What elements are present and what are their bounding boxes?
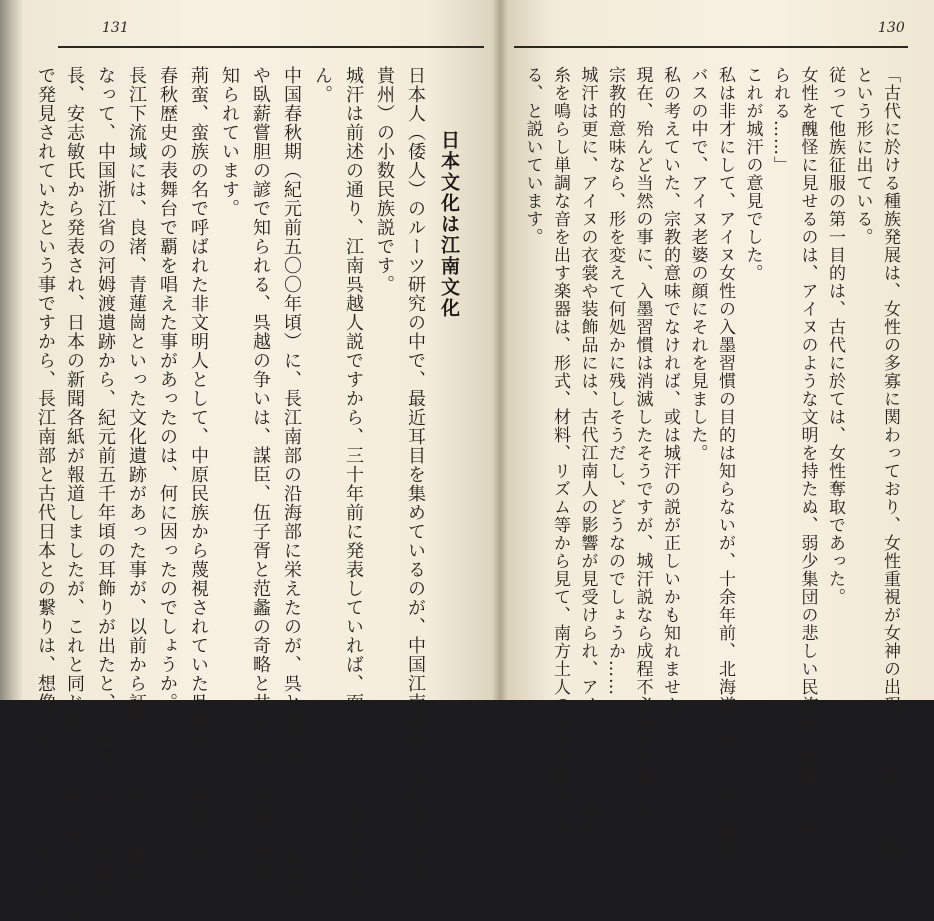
left-page-number: 131 <box>102 20 129 36</box>
left-line-1: 日本人（倭人）のルーツ研究の中で、最近耳目を集めているのが、中国江南説や、南西部（雲南、 <box>405 66 426 902</box>
right-line-8: バスの中で、アイヌ老婆の顔にそれを見ました。 <box>687 66 708 462</box>
right-line-13: 糸を鳴らし単調な音を出す楽器は、形式、材料、リズム等から見て、南方土人の楽器と酷似してい <box>550 66 570 858</box>
right-line-11: 宗教的意味なら、形を変えて何処かに残しそうだし、どうなのでしょうか…… <box>605 66 625 696</box>
left-line-10: 長江下流域には、良渚、青蓮崗といった文化遺跡があった事が、以前から証明されており、最近に <box>126 66 147 902</box>
right-line-4: 女性を醜怪に見せるのは、アイヌのような文明を持たぬ、弱少集団の悲しい民族保存措置だと考え <box>797 66 818 858</box>
right-line-5: られる……」 <box>770 66 790 174</box>
right-line-1: 「古代に於ける種族発展は、女性の多寡に関わっており、女性重視が女神の出現や、女権力者の統治 <box>880 66 900 876</box>
right-line-9: 私の考えていた、宗教的意味でなければ、或は城汗の説が正しいかも知れません。 <box>660 66 680 732</box>
book-gutter <box>492 0 508 700</box>
left-line-8: 荊蛮、蛮族の名で呼ばれた非文明人として、中原民族から蔑視されていた呉越が、一時的にせよ、 <box>188 66 209 902</box>
left-line-4: ん。 <box>312 66 333 104</box>
right-line-12: 城汗は更に、アイヌの衣裳や装飾品には、古代江南人の影響が見受けられ、アイヌの、口に咥えて <box>577 66 598 858</box>
left-line-7: 知られています。 <box>219 66 240 218</box>
left-line-5: 中国春秋期（紀元前五〇〇年頃）に、長江南部の沿海部に栄えたのが、呉と越の国です。呉越同舟 <box>281 66 302 902</box>
section-heading: 日本文化は江南文化 <box>438 130 460 319</box>
left-line-11: なって、中国浙江省の河姆渡遺跡から、紀元前五千年頃の耳飾りが出たと、中国考古学研究所副所 <box>95 66 116 902</box>
right-line-2: という形に出ている。 <box>852 66 873 246</box>
left-line-9: 春秋歴史の表舞台で覇を唱えた事があったのは、何に因ったのでしょうか。 <box>157 66 178 712</box>
right-line-14: る、と説いています。 <box>522 66 543 246</box>
left-line-13: で発見されていたという事ですから、長江南部と古代日本との繋りは、想像以上に古いと思われま <box>35 66 56 902</box>
left-header-rule <box>58 46 484 48</box>
left-line-2: 貴州）の小数民族説です。 <box>374 66 395 294</box>
left-line-3: 城汗は前述の通り、江南呉越人説ですから、三十年前に発表していれば、面白かったかも知れませ <box>343 66 364 902</box>
right-page-number: 130 <box>878 20 905 36</box>
right-line-7: 私は非才にして、アイヌ女性の入墨習慣の目的は知らないが、十余年前、北海道を旅した時、偶然 <box>715 66 735 858</box>
left-line-6: や臥薪嘗胆の諺で知られる、呉越の争いは、謀臣、伍子胥と范蠡の奇略と共に、世上名高い物語りで <box>250 66 271 921</box>
right-line-3: 従って他族征服の第一目的は、古代に於ては、女性奪取であった。 <box>825 66 845 606</box>
right-header-rule <box>514 46 908 48</box>
right-line-6: これが城汗の意見でした。 <box>742 66 763 282</box>
right-line-10: 現在、殆んど当然の事に、入墨習慣は消滅したそうですが、城汗説なら成程不必要な習慣であり、 <box>632 66 653 858</box>
left-line-12: 長、安志敏氏から発表され、日本の新聞各紙が報道しましたが、これと同じ物が、以前に東北や関東 <box>64 66 85 921</box>
